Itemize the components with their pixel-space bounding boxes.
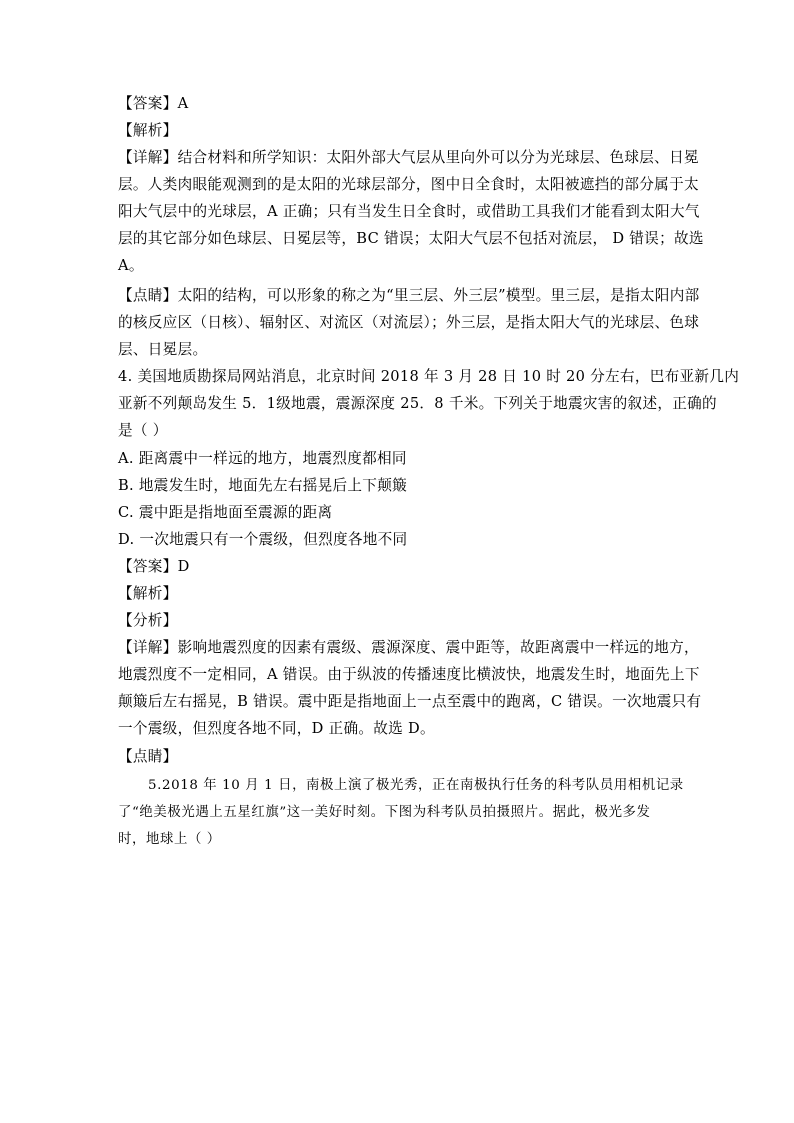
q4-detail-line-1: 【详解】影响地震烈度的因素有震级、震源深度、震中距等，故距离震中一样远的地方， [118,639,699,656]
q4-detail-line-2: 地震烈度不一定相同，A 错误。由于纵波的传播速度比横波快，地震发生时，地面先上下 [118,666,700,683]
q3-tip-line-2: 的核反应区（日核）、辐射区、对流区（对流层）；外三层，是指太阳大气的光球层、色球 [118,314,700,331]
q3-detail-line-3: 阳大气层中的光球层，A 正确；只有当发生日全食时，或借助工具我们才能看到太阳大气 [118,203,700,220]
q4-detail-line-3: 颠簸后左右摇晃，B 错误。震中距是指地面上一点至震中的跑离，C 错误。一次地震只有 [118,693,702,710]
q3-tip-line-3: 层、日冕层。 [118,341,208,358]
q5-stem-line-2: 了“绝美极光遇上五星红旗”这一美好时刻。下图为科考队员拍摄照片。据此，极光多发 [118,805,651,820]
q4-option-b: B. 地震发生时，地面先左右摇晃后上下颠簸 [118,477,407,494]
q4-option-a: A. 距离震中一样远的地方，地震烈度都相同 [118,450,407,467]
q4-stem-line-2: 亚新不列颠岛发生 5．1级地震，震源深度 25．8 千米。下列关于地震灾害的叙述，正确的 [118,395,717,412]
q4-fenxi-heading: 【分析】 [118,612,178,629]
q3-detail-line-2: 层。人类肉眼能观测到的是太阳的光球层部分，图中日全食时，太阳被遮挡的部分属于太 [118,176,699,193]
q5-stem-line-3: 时，地球上（ ） [118,832,221,847]
q4-stem-line-3: 是（ ） [118,422,168,439]
q3-detail-line-1: 【详解】结合材料和所学知识：太阳外部大气层从里向外可以分为光球层、色球层、日冕 [118,149,699,166]
q4-detail-line-4: 一个震级，但烈度各地不同，D 正确。故选 D。 [118,720,435,737]
q5-stem-line-1: 5.2018 年 10 月 1 日，南极上演了极光秀，正在南极执行任务的科考队员用相机记录 [148,778,684,793]
q4-analysis-heading: 【解析】 [118,585,178,602]
q3-analysis-heading: 【解析】 [118,122,178,139]
q4-answer: 【答案】D [118,558,190,575]
q3-tip-line-1: 【点睛】太阳的结构，可以形象的称之为“里三层、外三层”模型。里三层，是指太阳内部 [118,287,700,304]
q3-answer: 【答案】A [118,95,189,112]
q4-option-d: D. 一次地震只有一个震级，但烈度各地不同 [118,531,408,548]
q3-detail-line-5: A。 [118,257,144,274]
q4-option-c: C. 震中距是指地面至震源的距离 [118,504,333,521]
q4-tip-heading: 【点睛】 [118,748,178,765]
q3-detail-line-4: 层的其它部分如色球层、日冕层等，BC 错误；太阳大气层不包括对流层， D 错误；故选 [118,230,704,247]
q4-stem-line-1: 4. 美国地质勘探局网站消息，北京时间 2018 年 3 月 28 日 10 时 20 分左右，巴布亚新几内 [118,368,740,385]
